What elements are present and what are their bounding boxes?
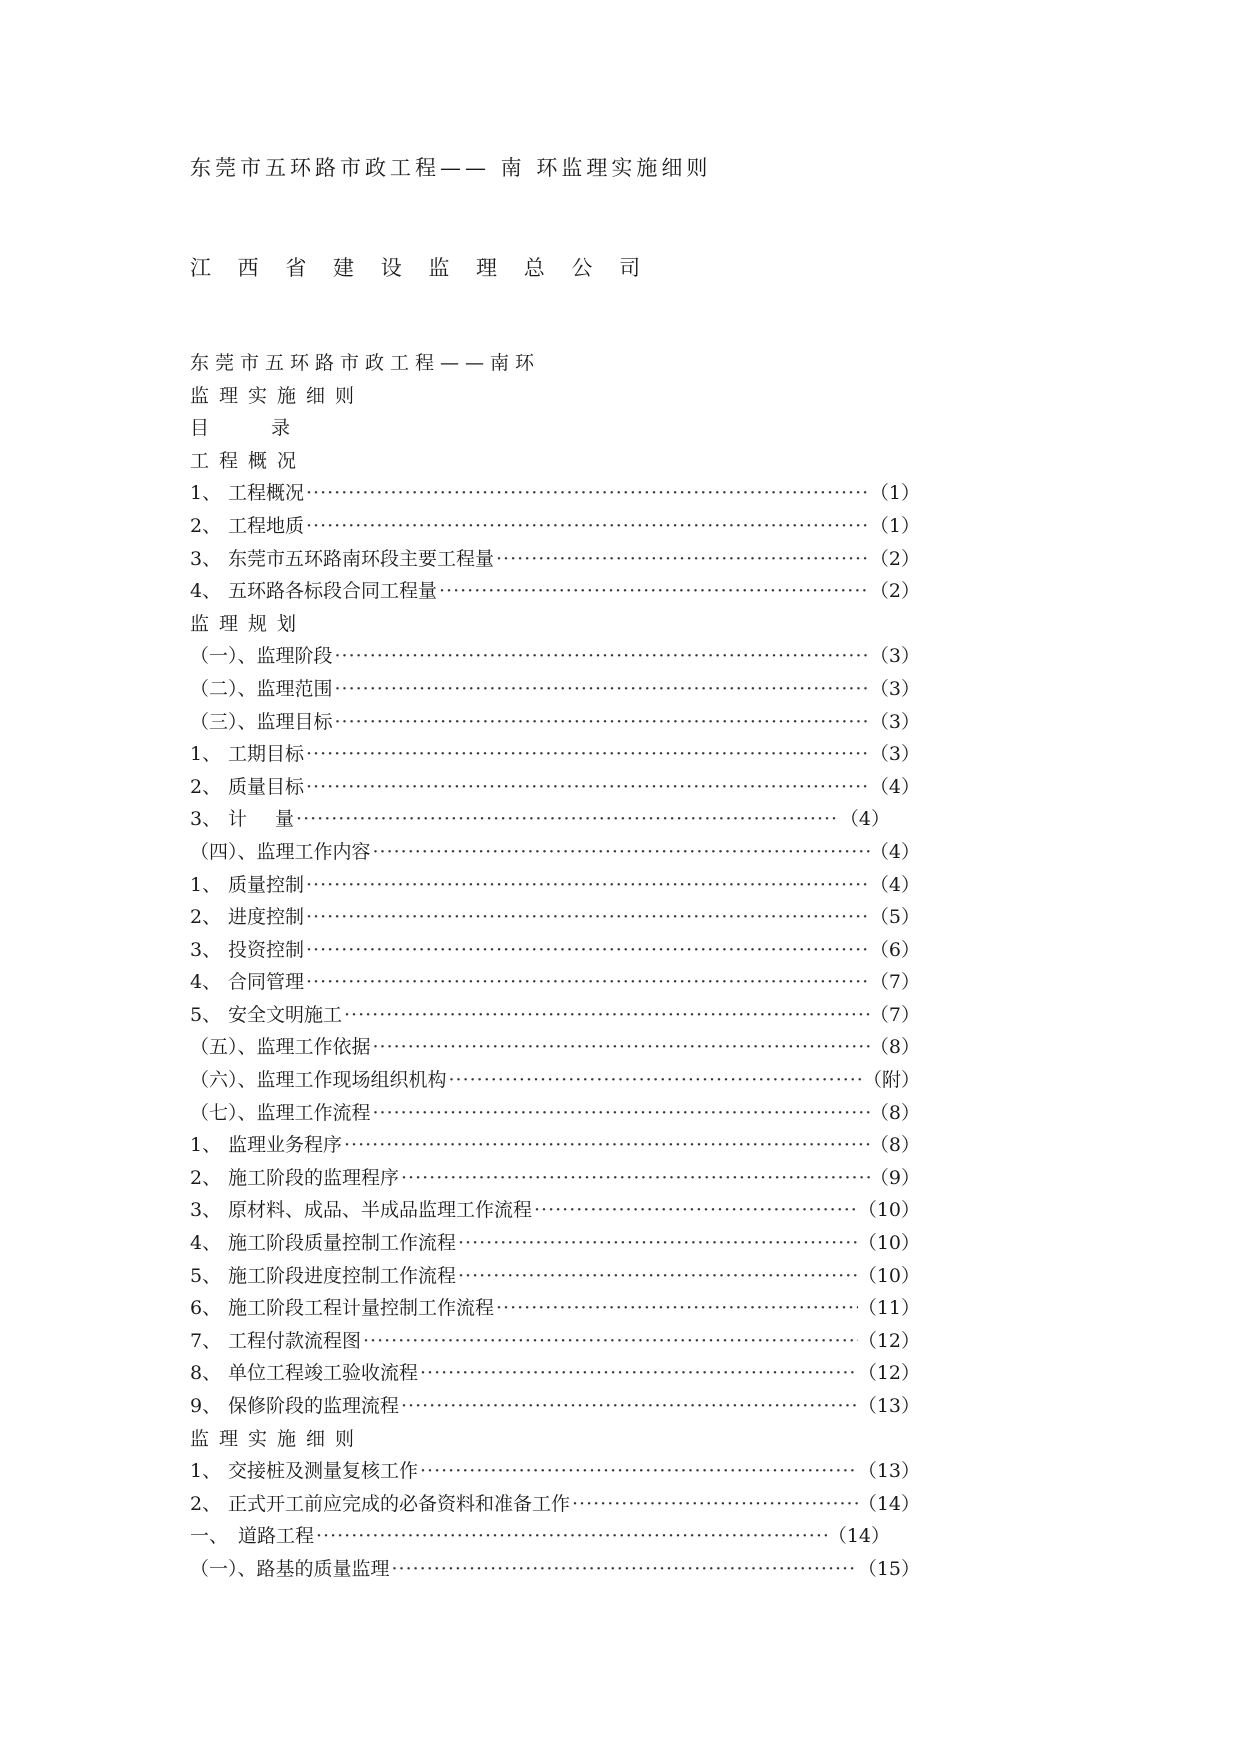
- toc-entry-number: 8、: [190, 1362, 222, 1385]
- toc-leader-dots: [494, 1292, 858, 1325]
- toc-entry-number: 3、: [190, 1199, 222, 1222]
- toc-entry-page: （11）: [857, 1297, 920, 1320]
- toc-entry: [190, 1325, 920, 1358]
- toc-entry-label: 工程付款流程图: [228, 1329, 362, 1352]
- toc-leader-dots: [304, 771, 870, 804]
- toc-entry-page: （12）: [857, 1329, 920, 1352]
- toc-entry-page: （7）: [869, 971, 920, 994]
- toc-entry-label: 施工阶段的监理程序: [228, 1166, 400, 1189]
- toc-entry-number: 9、: [190, 1395, 222, 1417]
- toc-entry: [190, 966, 920, 999]
- toc-leader-dots: [342, 1129, 870, 1162]
- toc-entry-label: （五）、监理工作依据: [190, 1036, 371, 1059]
- toc-entry-number: 7、: [190, 1329, 222, 1352]
- toc-leader-dots: [304, 966, 870, 999]
- toc-entry-page: （8）: [869, 1101, 920, 1124]
- toc-entry-label: 五环路各标段合同工程量: [228, 580, 438, 603]
- toc-leader-dots: [570, 1488, 858, 1521]
- toc-entry: [190, 1260, 920, 1293]
- toc-entry-label: 交接桩及测量复核工作: [228, 1460, 419, 1483]
- toc-entry-page: （3）: [869, 677, 920, 700]
- toc-entry: [190, 869, 920, 902]
- section-heading-overview: 工程概况: [190, 449, 307, 472]
- toc-leader-dots: [371, 1097, 870, 1130]
- toc-leader-dots: [304, 901, 870, 934]
- toc-entry-label-part: 量: [275, 808, 295, 831]
- toc-entry: [190, 1455, 920, 1488]
- toc-entry-label: 施工阶段工程计量控制工作流程: [228, 1297, 495, 1320]
- toc-entry-page: （13）: [857, 1395, 920, 1417]
- toc-entry: [190, 1097, 920, 1130]
- document-header-title: 东莞市五环路市政工程—— 南 环监理实施细则: [190, 156, 712, 180]
- toc-entry: [190, 673, 920, 706]
- toc-entry-label: 保修阶段的监理流程: [228, 1395, 400, 1417]
- toc-leader-dots: [294, 803, 840, 836]
- toc-entry-page: （10）: [857, 1232, 920, 1255]
- toc-entry-label: 进度控制: [228, 906, 305, 929]
- toc-entry-label: 质量控制: [228, 873, 305, 896]
- toc-entry-number: 2、: [190, 514, 222, 537]
- toc-group-overview: [190, 477, 920, 607]
- toc-entry-label: 施工阶段进度控制工作流程: [228, 1264, 457, 1287]
- toc-entry-number: 一、: [190, 1525, 229, 1548]
- toc-entry-page: （15）: [857, 1557, 920, 1580]
- toc-entry-number: 1、: [190, 482, 222, 505]
- toc-heading-right: 录: [271, 417, 291, 440]
- toc-entry: [190, 1520, 890, 1553]
- toc-entry-label: 质量目标: [228, 775, 305, 798]
- toc-entry: [190, 510, 920, 543]
- toc-entry-label: 施工阶段质量控制工作流程: [228, 1232, 457, 1255]
- toc-entry-label: 工程概况: [228, 482, 305, 505]
- toc-entry-number: 4、: [190, 580, 222, 603]
- toc-entry: [190, 1553, 920, 1586]
- toc-leader-dots: [447, 1064, 863, 1097]
- toc-group-details: [190, 1455, 920, 1585]
- toc-entry-number: 6、: [190, 1297, 222, 1320]
- toc-entry-page: （3）: [869, 710, 920, 733]
- toc-entry-page: （10）: [857, 1264, 920, 1287]
- toc-entry-page: （8）: [869, 1036, 920, 1059]
- toc-leader-dots: [333, 706, 870, 739]
- toc-leader-dots: [437, 575, 870, 608]
- toc-entry-label: （一）、路基的质量监理: [190, 1557, 390, 1580]
- toc-heading: [190, 412, 920, 445]
- toc-leader-dots: [342, 999, 870, 1032]
- toc-entry-number: 4、: [190, 1232, 222, 1255]
- toc-entry-number: 4、: [190, 971, 222, 994]
- toc-entry-number: 1、: [190, 873, 222, 896]
- toc-leader-dots: [418, 1357, 858, 1390]
- toc-entry: [190, 836, 920, 869]
- toc-entry: [190, 1390, 920, 1423]
- toc-entry-label: 正式开工前应完成的必备资料和准备工作: [228, 1492, 571, 1515]
- toc-leader-dots: [532, 1194, 858, 1227]
- toc-entry: [190, 771, 920, 804]
- toc-leader-dots: [304, 869, 870, 902]
- toc-entry-number: 3、: [190, 938, 222, 961]
- toc-entry-label: 东莞市五环路南环段主要工程量: [228, 547, 495, 570]
- document-body: [190, 347, 920, 1586]
- toc-entry-label: 工期目标: [228, 743, 305, 766]
- toc-entry-label: （二）、监理范围: [190, 677, 333, 700]
- toc-entry-number: 1、: [190, 1134, 222, 1157]
- toc-leader-dots: [314, 1520, 828, 1553]
- toc-entry-page: （14）: [827, 1525, 890, 1548]
- toc-entry-label: 监理业务程序: [228, 1134, 343, 1157]
- toc-entry-page: （4）: [869, 775, 920, 798]
- toc-entry-page: （9）: [869, 1166, 920, 1189]
- toc-group-plan: [190, 640, 920, 1422]
- toc-entry-label: 单位工程竣工验收流程: [228, 1362, 419, 1385]
- toc-entry-page: （6）: [869, 938, 920, 961]
- toc-entry-label: （四）、监理工作内容: [190, 840, 371, 863]
- toc-entry: [190, 1031, 920, 1064]
- toc-entry-number: 3、: [190, 808, 222, 831]
- toc-entry-page: （5）: [869, 906, 920, 929]
- toc-entry-label: [228, 803, 294, 836]
- toc-leader-dots: [371, 1031, 870, 1064]
- toc-entry: [190, 640, 920, 673]
- toc-leader-dots: [399, 1162, 870, 1195]
- toc-entry-page: （13）: [857, 1460, 920, 1483]
- toc-leader-dots: [390, 1553, 858, 1586]
- toc-leader-dots: [333, 673, 870, 706]
- toc-entry-number: 2、: [190, 775, 222, 798]
- toc-entry-label: 合同管理: [228, 971, 305, 994]
- toc-leader-dots: [456, 1260, 858, 1293]
- toc-entry-page: （3）: [869, 743, 920, 766]
- toc-leader-dots: [304, 477, 870, 510]
- toc-entry-number: 2、: [190, 906, 222, 929]
- toc-entry-number: 2、: [190, 1492, 222, 1515]
- document-subtitle: 监理实施细则: [190, 384, 365, 407]
- toc-entry: [190, 1488, 920, 1521]
- toc-entry-page: （3）: [869, 645, 920, 668]
- toc-entry: [190, 1194, 920, 1227]
- toc-entry: [190, 934, 920, 967]
- toc-entry-label: 原材料、成品、半成品监理工作流程: [228, 1199, 533, 1222]
- toc-entry-label: 工程地质: [228, 514, 305, 537]
- toc-heading-left: 目: [190, 417, 210, 440]
- toc-entry-page: （14）: [857, 1492, 920, 1515]
- toc-entry-page: （4）: [869, 873, 920, 896]
- toc-entry: [190, 901, 920, 934]
- toc-leader-dots: [456, 1227, 858, 1260]
- toc-entry: [190, 999, 920, 1032]
- toc-entry-number: 5、: [190, 1264, 222, 1287]
- toc-entry-page: （8）: [869, 1134, 920, 1157]
- toc-leader-dots: [333, 640, 870, 673]
- toc-entry-page: （2）: [869, 580, 920, 603]
- toc-entry-page: （12）: [857, 1362, 920, 1385]
- section-heading-details: 监理实施细则: [190, 1427, 365, 1450]
- toc-leader-dots: [304, 934, 870, 967]
- toc-entry: [190, 738, 920, 771]
- section-heading-plan: 监理规划: [190, 612, 307, 635]
- toc-leader-dots: [371, 836, 870, 869]
- toc-entry-number: 3、: [190, 547, 222, 570]
- toc-entry: [190, 1227, 920, 1260]
- toc-entry-number: 5、: [190, 1003, 222, 1026]
- toc-leader-dots: [304, 510, 870, 543]
- toc-entry-page: （10）: [857, 1199, 920, 1222]
- toc-entry-page: （1）: [869, 514, 920, 537]
- toc-entry-number: 2、: [190, 1166, 222, 1189]
- toc-entry: [190, 1129, 920, 1162]
- toc-entry: [190, 803, 890, 836]
- toc-entry: [190, 1064, 920, 1097]
- toc-entry: [190, 1357, 920, 1390]
- toc-leader-dots: [399, 1390, 858, 1423]
- toc-leader-dots: [361, 1325, 858, 1358]
- toc-entry-label: 道路工程: [238, 1525, 315, 1548]
- toc-entry-page: （附）: [862, 1069, 920, 1092]
- company-name: 江 西 省 建 设 监 理 总 公 司: [190, 256, 651, 280]
- toc-entry-number: 1、: [190, 743, 222, 766]
- toc-entry-number: 1、: [190, 1460, 222, 1483]
- toc-entry: [190, 543, 920, 576]
- toc-entry-label: 安全文明施工: [228, 1003, 343, 1026]
- toc-entry: [190, 575, 920, 608]
- document-title-line: 东莞市五环路市政工程——南环: [190, 352, 541, 374]
- toc-entry-page: （4）: [869, 840, 920, 863]
- toc-entry: [190, 477, 920, 510]
- toc-entry-page: （1）: [869, 482, 920, 505]
- toc-entry: [190, 1292, 920, 1325]
- toc-entry-label-part: 计: [228, 808, 248, 831]
- toc-entry-label: （七）、监理工作流程: [190, 1101, 371, 1124]
- toc-leader-dots: [418, 1455, 858, 1488]
- toc-entry-page: （4）: [839, 808, 890, 831]
- toc-entry-page: （7）: [869, 1003, 920, 1026]
- toc-entry-label: （三）、监理目标: [190, 710, 333, 733]
- toc-entry: [190, 1162, 920, 1195]
- toc-entry-page: （2）: [869, 547, 920, 570]
- toc-entry-label: 投资控制: [228, 938, 305, 961]
- toc-leader-dots: [304, 738, 870, 771]
- toc-leader-dots: [494, 543, 870, 576]
- toc-entry: [190, 706, 920, 739]
- toc-entry-label: （一）、监理阶段: [190, 645, 333, 668]
- toc-entry-label: （六）、监理工作现场组织机构: [190, 1069, 447, 1092]
